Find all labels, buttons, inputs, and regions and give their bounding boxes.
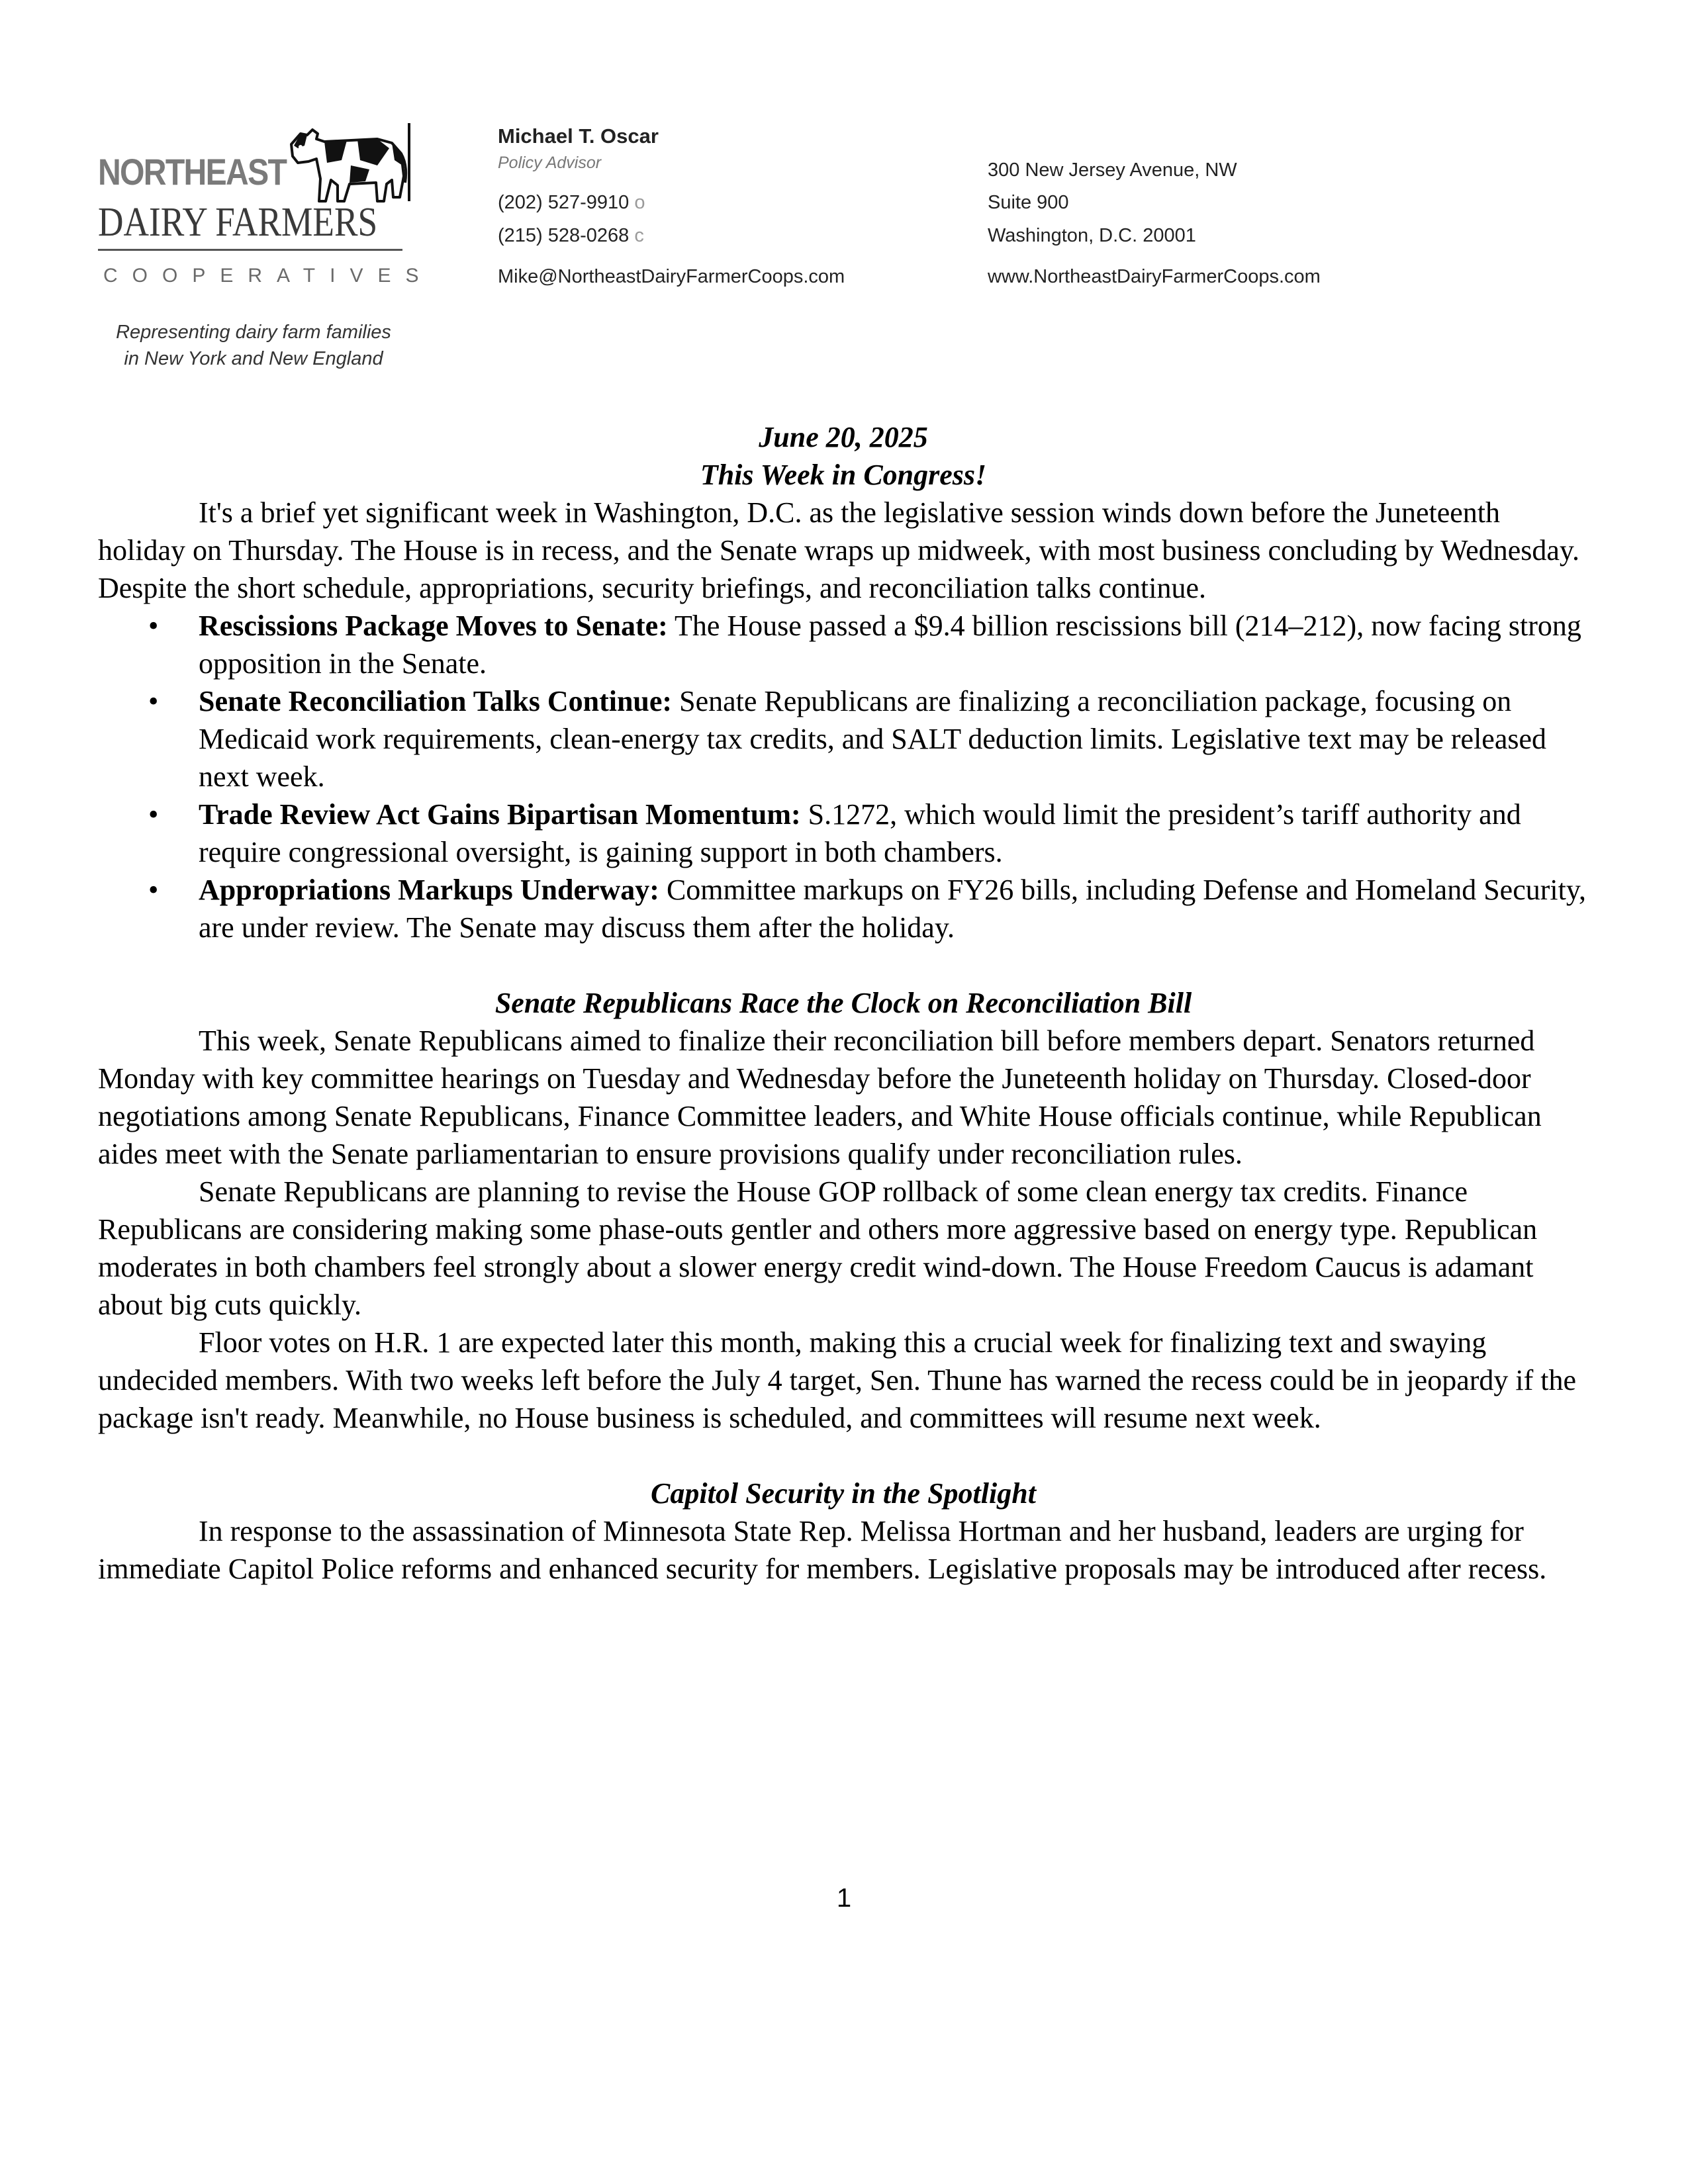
phone-office-number: (202) 527-9910	[498, 192, 630, 213]
tagline-line-2: in New York and New England	[124, 348, 383, 369]
section-paragraph: This week, Senate Republicans aimed to finalize their reconciliation bill before members depart. Senators returned Monday with key committee hearings on Tuesday and Wednesday before the Juneteenth holiday on Thursday. Closed-door negotiations among Senate Republicans, Finance Committee leaders, and White House officials continue, while Republican aides meet with the Senate parliamentarian to ensure provisions qualify under reconciliation rules.	[98, 1024, 1542, 1170]
phone-office-suffix: o	[634, 192, 645, 213]
list-item	[98, 796, 1589, 871]
contact-email: Mike@NortheastDairyFarmerCoops.com	[498, 266, 845, 287]
contact-phone-office	[498, 193, 645, 212]
cow-icon	[278, 119, 410, 205]
website: www.NortheastDairyFarmerCoops.com	[988, 266, 1321, 287]
list-item-text: Committee markups on FY26 bills, including Defense and Homeland Security, are under review. The Senate may discuss them after the holiday.	[199, 874, 1586, 944]
list-item-text: S.1272, which would limit the president’s tariff authority and require congressional oversight, is gaining support in both chambers.	[199, 798, 1521, 868]
logo-divider	[98, 249, 402, 251]
list-item-label: Trade Review Act Gains Bipartisan Momentum:	[199, 798, 801, 831]
logo-tagline	[98, 319, 409, 372]
list-item-text: The House passed a $9.4 billion rescissions bill (214–212), now facing strong opposition in the Senate.	[199, 610, 1581, 680]
tagline-line-1: Representing dairy farm families	[116, 322, 391, 343]
contact-phone-cell	[498, 226, 644, 246]
phone-cell-number: (215) 528-0268	[498, 225, 630, 246]
document-heading: This Week in Congress!	[700, 459, 987, 491]
logo-dairy-farmers: DAIRY FARMERS	[98, 200, 378, 245]
section-title-security: Capitol Security in the Spotlight	[651, 1477, 1036, 1510]
section-paragraph: Floor votes on H.R. 1 are expected later this month, making this a crucial week for finalizing text and swaying undecided members. With two weeks left before the July 4 target, Sen. Thune has warned the recess could be in jeopardy if the package isn't ready. Meanwhile, no House business is scheduled, and committees will resume next week.	[98, 1326, 1576, 1434]
document-date: June 20, 2025	[759, 421, 928, 453]
list-item-label: Rescissions Package Moves to Senate:	[199, 610, 668, 642]
list-item-text: Senate Republicans are finalizing a reconciliation package, focusing on Medicaid work requirements, clean-energy tax credits, and SALT deduction limits. Legislative text may be released next week.	[199, 685, 1547, 793]
list-item-label: Appropriations Markups Underway:	[199, 874, 659, 906]
logo-cooperatives: COOPERATIVES	[103, 265, 434, 287]
address-line-3: Washington, D.C. 20001	[988, 225, 1196, 246]
address-line-1: 300 New Jersey Avenue, NW	[988, 159, 1237, 181]
summary-list	[98, 607, 1589, 946]
list-item	[98, 871, 1589, 946]
intro-paragraph: It's a brief yet significant week in Washington, D.C. as the legislative session winds down before the Juneteenth holiday on Thursday. The House is in recess, and the Senate wraps up midweek, with most business concluding by Wednesday. Despite the short schedule, appropriations, security briefings, and reconciliation talks continue.	[98, 496, 1580, 604]
page-number: 1	[836, 1884, 852, 1913]
section-paragraph: Senate Republicans are planning to revise the House GOP rollback of some clean energy tax credits. Finance Republicans are considering making some phase-outs gentler and others more aggressive based on energy type. Republican moderates in both chambers feel strongly about a slower energy credit wind-down. The House Freedom Caucus is adamant about big cuts quickly.	[98, 1175, 1538, 1321]
document-body	[98, 418, 1589, 1588]
contact-title: Policy Advisor	[498, 154, 602, 172]
list-item	[98, 682, 1589, 796]
list-item	[98, 607, 1589, 682]
section-title-reconciliation: Senate Republicans Race the Clock on Reconciliation Bill	[494, 987, 1192, 1019]
section-paragraph: In response to the assassination of Minnesota State Rep. Melissa Hortman and her husband, leaders are urging for immediate Capitol Police reforms and enhanced security for members. Legislative proposals may be introduced after recess.	[98, 1515, 1547, 1585]
list-item-label: Senate Reconciliation Talks Continue:	[199, 685, 673, 717]
phone-cell-suffix: c	[634, 225, 644, 246]
logo-northeast: NORTHEAST	[98, 151, 287, 193]
contact-name: Michael T. Oscar	[498, 124, 659, 148]
address-line-2: Suite 900	[988, 192, 1069, 213]
